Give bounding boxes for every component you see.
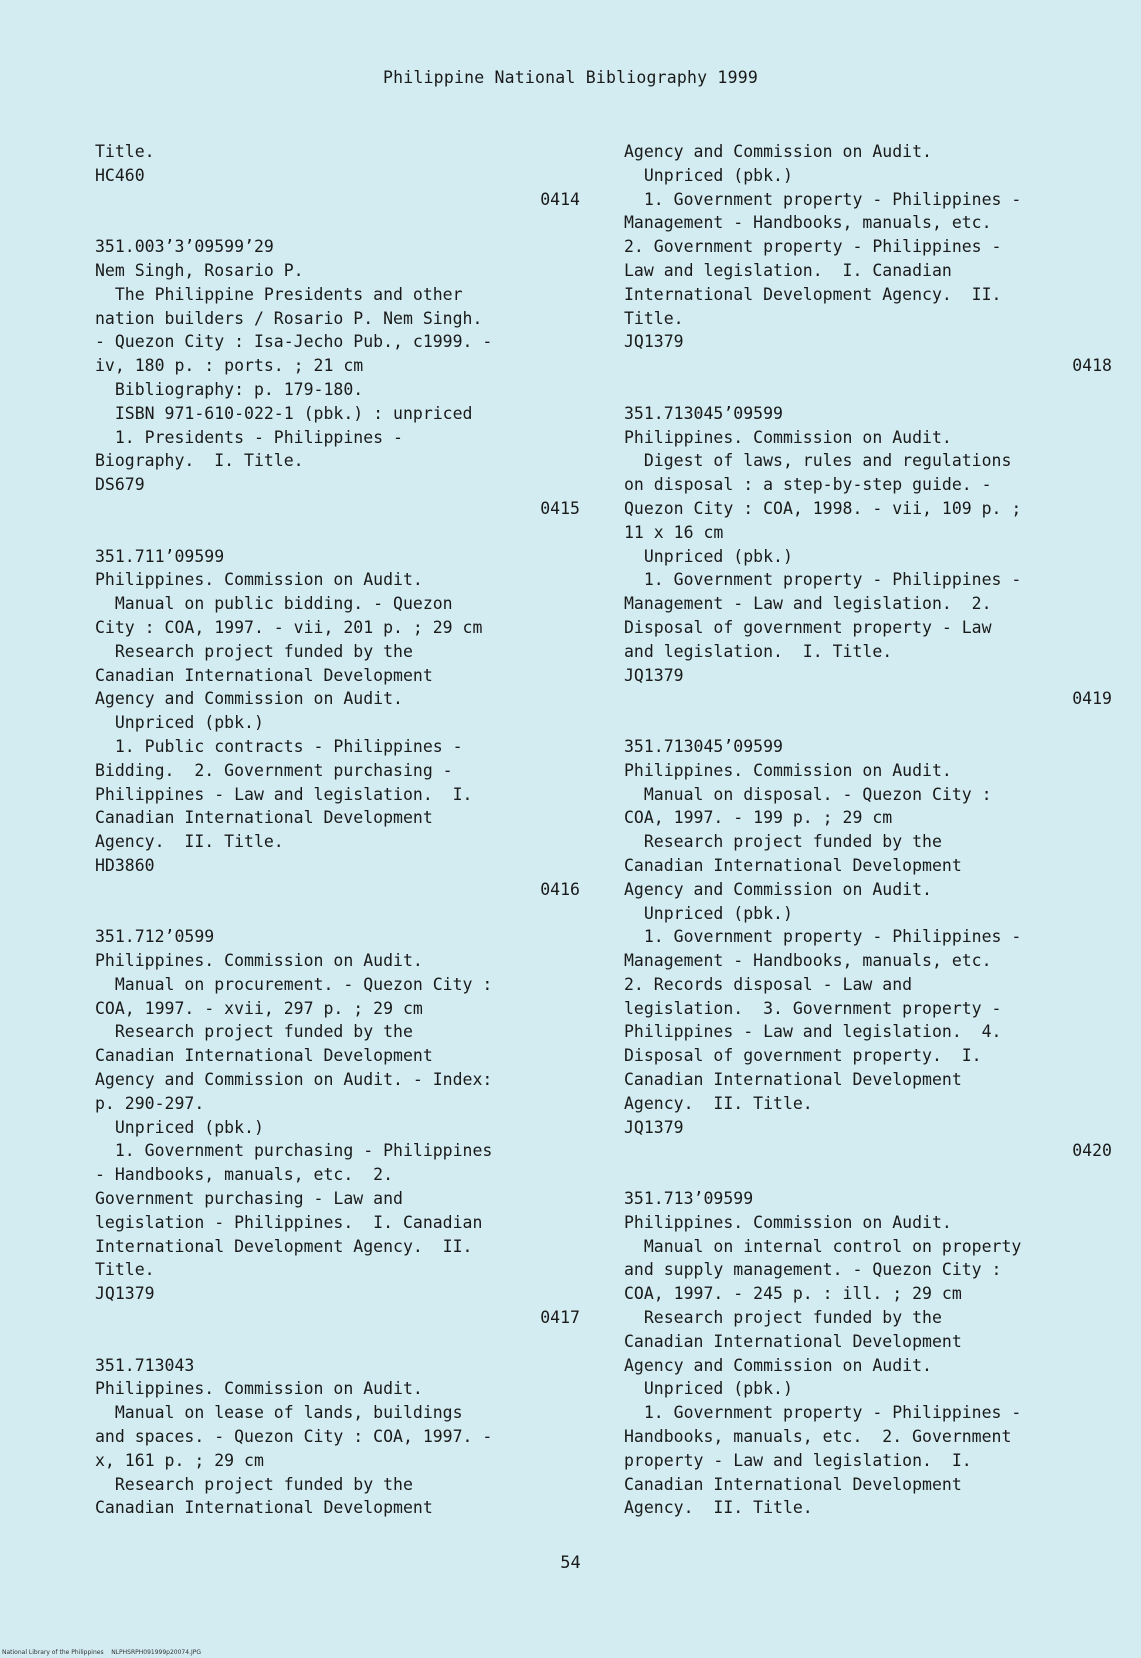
entry-line: 11 x 16 cm	[624, 522, 724, 542]
entry-line: Unpriced (pbk.)	[624, 546, 793, 566]
entry-number: 0415	[540, 498, 580, 518]
entry-line: Management - Handbooks, manuals, etc.	[624, 951, 992, 971]
entry-gap	[624, 378, 1112, 402]
entry-line: 1. Government property - Philippines -	[624, 189, 1022, 209]
entry-line: Biography. I. Title.	[95, 451, 304, 471]
entry-line: COA, 1997. - 199 p. ; 29 cm	[624, 808, 893, 828]
entry-number: 0418	[1072, 356, 1112, 376]
entry-line: City : COA, 1997. - vii, 201 p. ; 29 cm	[95, 617, 483, 637]
entry-line: COA, 1997. - xvii, 297 p. ; 29 cm	[95, 998, 423, 1018]
entry-line: Unpriced (pbk.)	[95, 713, 264, 733]
entry-line: and supply management. - Quezon City :	[624, 1260, 1002, 1280]
entry-line: 351.711’09599	[95, 546, 225, 566]
entry-line: Research project funded by the	[95, 1474, 413, 1494]
entry-line: 351.003’3’09599’29	[95, 237, 274, 257]
entry-line: on disposal : a step-by-step guide. -	[624, 475, 992, 495]
entry-line: Law and legislation. I. Canadian	[624, 260, 952, 280]
entry-line: 1. Government property - Philippines -	[624, 570, 1022, 590]
entry-line: 351.713045’09599	[624, 736, 783, 756]
entry-line: legislation - Philippines. I. Canadian	[95, 1212, 483, 1232]
entry-line: 1. Government property - Philippines -	[624, 927, 1022, 947]
entry-line: ISBN 971-610-022-1 (pbk.) : unpriced	[95, 403, 473, 423]
entry-line: Manual on public bidding. - Quezon	[95, 594, 453, 614]
entry-line: 351.713043	[95, 1355, 195, 1375]
entry-line: Research project funded by the	[624, 832, 942, 852]
entry-line: Research project funded by the	[95, 641, 413, 661]
entry-line: JQ1379	[624, 665, 684, 685]
entry-line: JQ1379	[624, 1117, 684, 1137]
entry-line: Unpriced (pbk.)	[95, 1117, 264, 1137]
entry-line: Unpriced (pbk.)	[624, 165, 793, 185]
entry-line: Agency and Commission on Audit.	[624, 1355, 932, 1375]
entry-line: JQ1379	[624, 332, 684, 352]
entry-line: - Handbooks, manuals, etc. 2.	[95, 1165, 394, 1185]
entry-line: Canadian International Development	[624, 1070, 962, 1090]
entry-line: The Philippine Presidents and other	[95, 284, 463, 304]
entry-line: Title.	[95, 1260, 155, 1280]
entry-line: Manual on internal control on property	[624, 1236, 1022, 1256]
page-number: 54	[560, 1553, 581, 1573]
entry-line: 1. Public contracts - Philippines -	[95, 736, 463, 756]
entry-line: Handbooks, manuals, etc. 2. Government	[624, 1427, 1012, 1447]
entry-line: Title.	[95, 142, 155, 161]
entry-line: Philippines. Commission on Audit.	[95, 1379, 423, 1399]
entry-line: Canadian International Development	[624, 1474, 962, 1494]
entry-line: 1. Government property - Philippines -	[624, 1403, 1022, 1423]
entry-gap	[95, 1330, 580, 1354]
entry-line: DS679	[95, 475, 145, 495]
entry-line: Canadian International Development	[95, 808, 433, 828]
entry-line: Agency. II. Title.	[624, 1498, 813, 1518]
entry-gap	[624, 1163, 1112, 1187]
entry-line: Management - Handbooks, manuals, etc.	[624, 213, 992, 233]
entry-line: Agency. II. Title.	[95, 832, 284, 852]
entry-line: Philippines - Law and legislation. I.	[95, 784, 473, 804]
entry-line: Unpriced (pbk.)	[624, 1379, 793, 1399]
entry-line: Agency. II. Title.	[624, 1093, 813, 1113]
entry-number: 0416	[540, 879, 580, 899]
entry-line: legislation. 3. Government property -	[624, 998, 1002, 1018]
scan-footer-note: National Library of the Philippines NLPHSRPH091999p20074.JPG	[2, 1649, 202, 1656]
entry-line: and legislation. I. Title.	[624, 641, 893, 661]
right-column	[624, 140, 1112, 1520]
entry-line: Quezon City : COA, 1998. - vii, 109 p. ;	[624, 498, 1022, 518]
entry-line: x, 161 p. ; 29 cm	[95, 1450, 264, 1470]
entry-number: 0414	[540, 189, 580, 209]
entry-line: property - Law and legislation. I.	[624, 1450, 972, 1470]
entry-line: nation builders / Rosario P. Nem Singh.	[95, 308, 483, 328]
entry-line: Research project funded by the	[624, 1308, 942, 1328]
entry-line: 2. Records disposal - Law and	[624, 974, 913, 994]
entry-line: 351.713’09599	[624, 1189, 754, 1209]
entry-line: Government purchasing - Law and	[95, 1189, 403, 1209]
entry-line: iv, 180 p. : ports. ; 21 cm	[95, 356, 364, 376]
entry-line: Disposal of government property. I.	[624, 1046, 982, 1066]
entry-number: 0420	[1072, 1141, 1112, 1161]
entry-line: COA, 1997. - 245 p. : ill. ; 29 cm	[624, 1284, 962, 1304]
entry-line: - Quezon City : Isa-Jecho Pub., c1999. -	[95, 332, 493, 352]
entry-line: Canadian International Development	[95, 665, 433, 685]
entry-line: Philippines. Commission on Audit.	[624, 427, 952, 447]
entry-line: 1. Government purchasing - Philippines	[95, 1141, 493, 1161]
entry-line: JQ1379	[95, 1284, 155, 1304]
entry-line: HC460	[95, 165, 145, 185]
entry-line: Philippines - Law and legislation. 4.	[624, 1022, 1002, 1042]
entry-line: Research project funded by the	[95, 1022, 413, 1042]
entry-line: Manual on procurement. - Quezon City :	[95, 974, 493, 994]
entry-line: Disposal of government property - Law	[624, 617, 992, 637]
entry-line: Bibliography: p. 179-180.	[95, 379, 364, 399]
entry-line: Canadian International Development	[624, 855, 962, 875]
entry-line: 351.713045’09599	[624, 403, 783, 423]
entry-line: Manual on lease of lands, buildings	[95, 1403, 463, 1423]
entry-line: Canadian International Development	[95, 1046, 433, 1066]
entry-line: Management - Law and legislation. 2.	[624, 594, 992, 614]
entry-gap	[95, 521, 580, 545]
entry-line: Digest of laws, rules and regulations	[624, 451, 1012, 471]
entry-line: International Development Agency. II.	[95, 1236, 473, 1256]
entry-line: 1. Presidents - Philippines -	[95, 427, 403, 447]
entry-line: International Development Agency. II.	[624, 284, 1002, 304]
entry-line: Agency and Commission on Audit.	[624, 142, 932, 161]
entry-line: Philippines. Commission on Audit.	[95, 570, 423, 590]
entry-line: 351.712’0599	[95, 927, 215, 947]
entry-line: 2. Government property - Philippines -	[624, 237, 1002, 257]
entry-line: p. 290-297.	[95, 1093, 205, 1113]
entry-line: Canadian International Development	[624, 1331, 962, 1351]
entry-line: Agency and Commission on Audit. - Index:	[95, 1070, 493, 1090]
entry-line: HD3860	[95, 855, 155, 875]
entry-gap	[95, 902, 580, 926]
entry-line: Unpriced (pbk.)	[624, 903, 793, 923]
entry-line: Philippines. Commission on Audit.	[624, 760, 952, 780]
entry-line: Agency and Commission on Audit.	[95, 689, 403, 709]
entry-line: and spaces. - Quezon City : COA, 1997. -	[95, 1427, 493, 1447]
entry-gap	[624, 711, 1112, 735]
entry-line: Nem Singh, Rosario P.	[95, 260, 304, 280]
entry-line: Philippines. Commission on Audit.	[624, 1212, 952, 1232]
entry-number: 0417	[540, 1308, 580, 1328]
page-header: Philippine National Bibliography 1999	[383, 68, 758, 87]
entry-line: Agency and Commission on Audit.	[624, 879, 932, 899]
entry-line: Philippines. Commission on Audit.	[95, 951, 423, 971]
entry-line: Canadian International Development	[95, 1498, 433, 1518]
entry-gap	[95, 211, 580, 235]
entry-line: Title.	[624, 308, 684, 328]
left-column	[95, 140, 580, 1520]
entry-number: 0419	[1072, 689, 1112, 709]
entry-line: Manual on disposal. - Quezon City :	[624, 784, 992, 804]
entry-line: Bidding. 2. Government purchasing -	[95, 760, 453, 780]
